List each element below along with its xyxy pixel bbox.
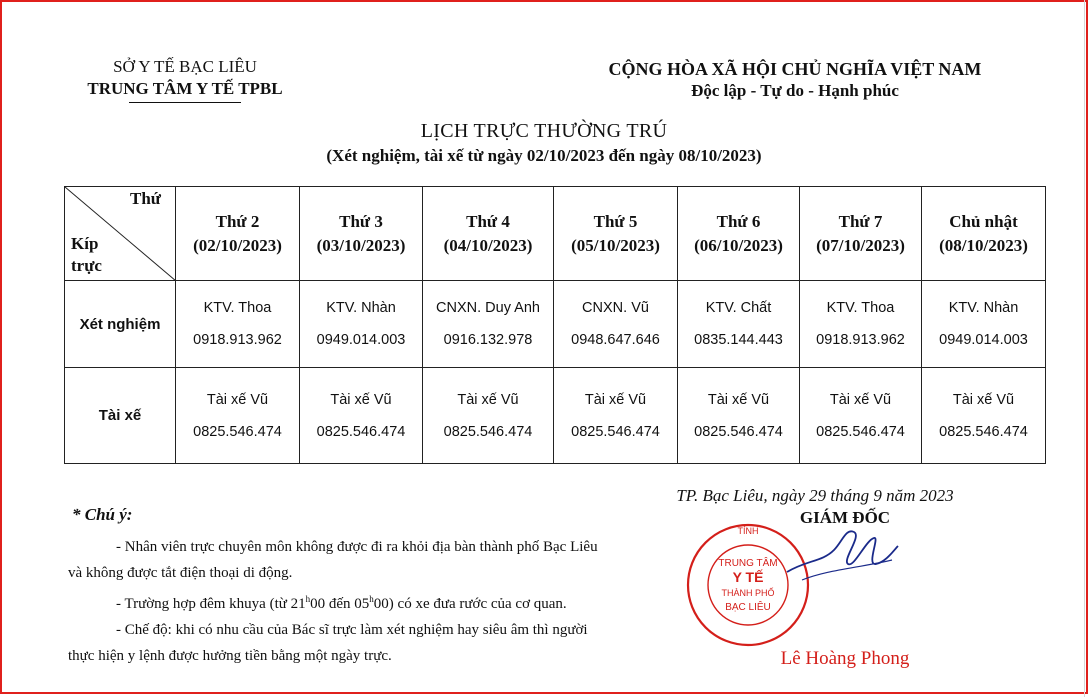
center-underline <box>129 102 241 103</box>
shift-cell: KTV. Nhàn 0949.014.003 <box>922 281 1046 368</box>
note-item: - Nhân viên trực chuyên môn không được đi ra khỏi địa bàn thành phố Bạc Liêu <box>116 539 598 555</box>
national-header <box>560 58 1030 102</box>
shift-cell: CNXN. Duy Anh 0916.132.978 <box>423 281 554 368</box>
day-header-sun: Chủ nhật (08/10/2023) <box>922 187 1046 281</box>
shift-cell: Tài xế Vũ 0825.546.474 <box>176 368 300 464</box>
day-header-fri: Thứ 6 (06/10/2023) <box>678 187 800 281</box>
day-header-thu: Thứ 5 (05/10/2023) <box>554 187 678 281</box>
note-item: - Chế độ: khi có nhu cầu của Bác sĩ trực làm xét nghiệm hay siêu âm thì người <box>116 622 588 638</box>
shift-cell: Tài xế Vũ 0825.546.474 <box>800 368 922 464</box>
seal-line-4: BẠC LIÊU <box>725 602 771 613</box>
note-item: thực hiện y lệnh được hưởng tiền bằng một ngày trực. <box>68 648 392 664</box>
shift-cell: CNXN. Vũ 0948.647.646 <box>554 281 678 368</box>
day-header-tue: Thứ 3 (03/10/2023) <box>300 187 423 281</box>
shift-cell: Tài xế Vũ 0825.546.474 <box>300 368 423 464</box>
shift-cell: Tài xế Vũ 0825.546.474 <box>423 368 554 464</box>
notes-section <box>68 534 628 669</box>
notes-title: * Chú ý: <box>72 505 133 524</box>
shift-cell: KTV. Nhàn 0949.014.003 <box>300 281 423 368</box>
corner-shift-label: Kíp trực <box>71 234 102 275</box>
seal-line-1: TRUNG TÂM <box>718 558 778 569</box>
department-header <box>60 56 310 103</box>
signer-name: Lê Hoàng Phong <box>780 648 910 669</box>
signature-mark <box>782 520 902 590</box>
shift-cell: Tài xế Vũ 0825.546.474 <box>922 368 1046 464</box>
country-name: CỘNG HÒA XÃ HỘI CHỦ NGHĨA VIỆT NAM <box>608 59 982 79</box>
seal-line-2: Y TẾ <box>732 569 764 585</box>
note-item: và không được tắt điện thoại di động. <box>68 565 293 581</box>
place-date: TP. Bạc Liêu, ngày 29 tháng 9 năm 2023 <box>676 486 954 505</box>
seal-line-3: THÀNH PHỐ <box>721 588 775 598</box>
scroll-edge <box>1084 0 1085 697</box>
table-row <box>65 368 1046 464</box>
day-header-wed: Thứ 4 (04/10/2023) <box>423 187 554 281</box>
row-label-lab: Xét nghiệm <box>65 281 176 368</box>
shift-cell: Tài xế Vũ 0825.546.474 <box>678 368 800 464</box>
shift-cell: KTV. Thoa 0918.913.962 <box>800 281 922 368</box>
page-subtitle: (Xét nghiệm, tài xế từ ngày 02/10/2023 đến ngày 08/10/2023) <box>326 146 762 165</box>
schedule-table <box>64 186 1046 464</box>
director-title: GIÁM ĐỐC <box>799 508 891 527</box>
shift-cell: KTV. Chất 0835.144.443 <box>678 281 800 368</box>
shift-cell: KTV. Thoa 0918.913.962 <box>176 281 300 368</box>
day-header-sat: Thứ 7 (07/10/2023) <box>800 187 922 281</box>
center-name: TRUNG TÂM Y TẾ TPBL <box>87 79 283 98</box>
day-header-mon: Thứ 2 (02/10/2023) <box>176 187 300 281</box>
shift-cell: Tài xế Vũ 0825.546.474 <box>554 368 678 464</box>
row-label-driver: Tài xế <box>65 368 176 464</box>
note-item: - Trường hợp đêm khuya (từ 21$^h$00 đến 05$^h$00) có xe đưa rước của cơ quan. <box>116 594 567 612</box>
table-row <box>65 281 1046 368</box>
corner-day-label: Thứ <box>130 189 161 208</box>
table-corner-cell <box>65 187 176 281</box>
table-header-row <box>65 187 1046 281</box>
page-title: LỊCH TRỰC THƯỜNG TRÚ <box>420 120 668 142</box>
motto: Độc lập - Tự do - Hạnh phúc <box>691 81 899 100</box>
department-name: SỞ Y TẾ BẠC LIÊU <box>113 57 257 76</box>
seal-ring-text: TỈNH <box>737 526 759 536</box>
